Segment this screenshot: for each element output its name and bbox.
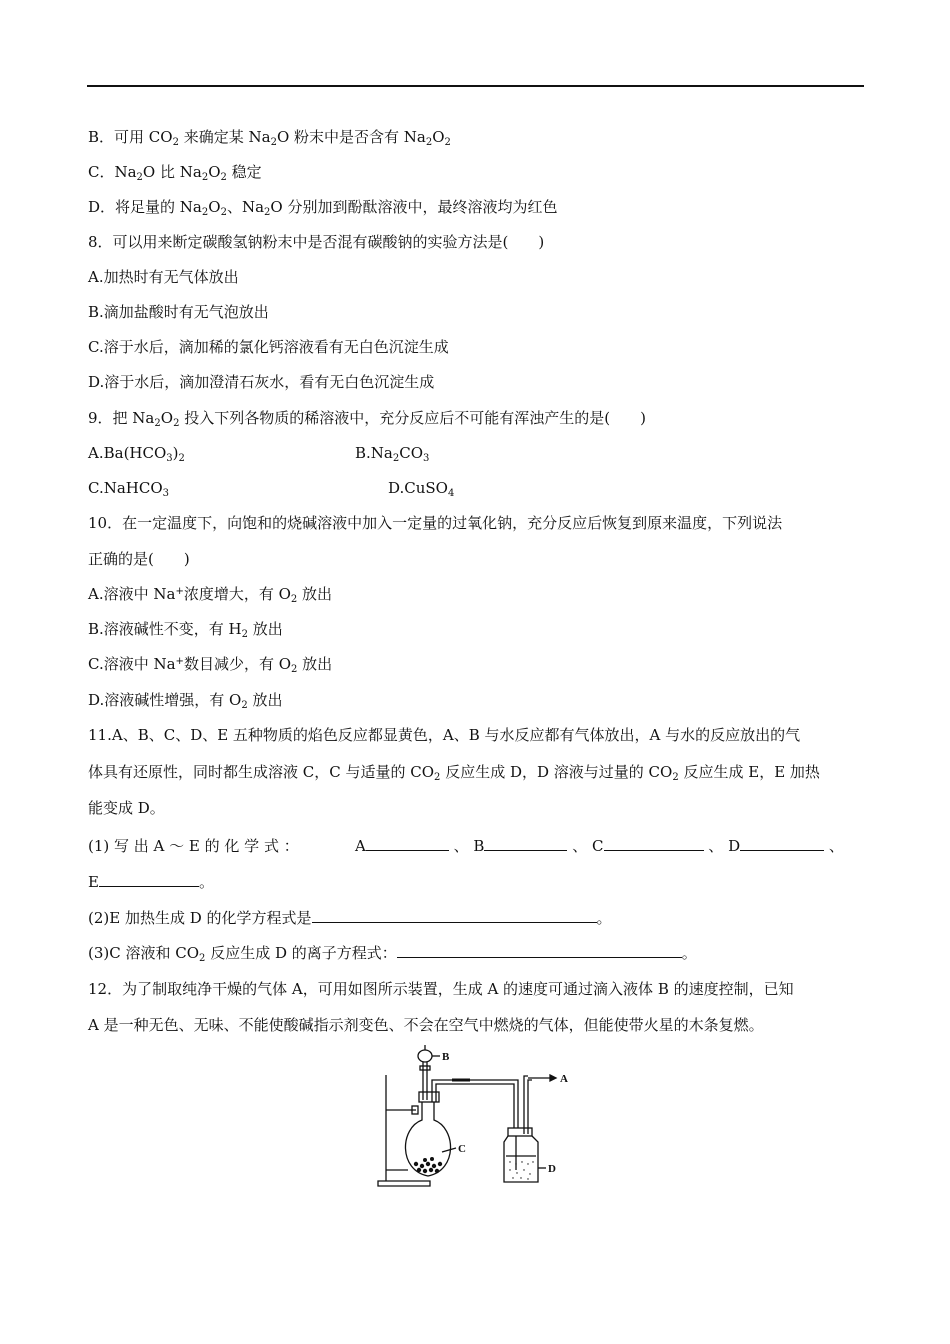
q9-option-b: $B.Na_2CO_3$ xyxy=(355,444,430,464)
answer-blank-e[interactable] xyxy=(99,872,199,887)
header-rule xyxy=(87,85,864,87)
q11-stem-line2: 体具有还原性，同时都生成溶液 C，C 与适量的 $CO_2$ 反应生成 D，D 溶液与过量的 $CO_2$ 反应生成 E，E 加热 xyxy=(88,763,820,783)
q11-part1-blanks: A 、 B 、 C 、 D 、 xyxy=(355,837,844,855)
answer-blank-ionic-equation[interactable] xyxy=(397,943,682,958)
figure-label-d: D xyxy=(548,1163,556,1175)
q9-option-d: D.CuSO$_4$ xyxy=(388,479,455,499)
stand-base xyxy=(378,1181,430,1186)
outlet-arrow-head xyxy=(550,1075,556,1081)
q12-stem-line2: A 是一种无色、无味、不能使酸碱指示剂变色、不会在空气中燃烧的气体，但能使带火星的木条复燃。 xyxy=(88,1016,764,1034)
answer-blank-c[interactable] xyxy=(604,836,704,851)
q8-option-a: A.加热时有无气体放出 xyxy=(88,268,239,286)
q8-option-b: B.滴加盐酸时有无气泡放出 xyxy=(88,303,269,321)
q11-part3: (3)C 溶液和 $CO_2$ 反应生成 D 的离子方程式： 。 xyxy=(88,944,697,964)
q10-stem-line1: 10．在一定温度下，向饱和的烧碱溶液中加入一定量的过氧化钠，充分反应后恢复到原来温度，下列说法 xyxy=(88,514,783,532)
q10-option-b: B.溶液碱性不变，有 $H_2$ 放出 xyxy=(88,620,283,640)
q7-option-c: C．$Na_2O$ 比 $Na_2O_2$ 稳定 xyxy=(88,163,262,183)
answer-blank-a[interactable] xyxy=(366,836,449,851)
q10-option-a: A.溶液中 Na+浓度增大，有 $O_2$ 放出 xyxy=(88,585,333,605)
q11-part2: (2)E 加热生成 D 的化学方程式是 。 xyxy=(88,909,612,927)
q11-part1-lead: (1) 写 出 A ～ E 的 化 学 式 ： xyxy=(88,837,299,855)
q11-stem-line3: 能变成 D。 xyxy=(88,799,165,817)
figure-label-a: A xyxy=(560,1073,568,1085)
answer-blank-d[interactable] xyxy=(740,836,824,851)
q10-stem-line2: 正确的是( ) xyxy=(88,550,190,568)
answer-blank-b[interactable] xyxy=(484,836,567,851)
gas-washing-bottle xyxy=(504,1136,538,1182)
q9-option-a: $A.Ba(HCO_3)_2$ xyxy=(88,444,185,464)
bottle-liquid-dots xyxy=(509,1161,533,1179)
solid-granules xyxy=(414,1157,442,1173)
q8-stem: 8．可以用来断定碳酸氢钠粉末中是否混有碳酸钠的实验方法是( ) xyxy=(88,233,545,251)
delivery-tube xyxy=(432,1080,518,1128)
q11-stem-line1: 11.A、B、C、D、E 五种物质的焰色反应都显黄色，A、B 与水反应都有气体放出，A 与水的反应放出的气 xyxy=(88,726,801,744)
q7-option-b: B．可用 $CO_2$ 来确定某 $Na_2O$ 粉末中是否含有 $Na_2O_2$ xyxy=(88,128,451,148)
q10-option-c: C.溶液中 Na+数目减少，有 $O_2$ 放出 xyxy=(88,655,333,675)
funnel-stopcock xyxy=(420,1066,430,1070)
q8-option-c: C.溶于水后，滴加稀的氯化钙溶液看有无白色沉淀生成 xyxy=(88,338,449,356)
gas-generation-apparatus-figure xyxy=(370,1040,580,1190)
q11-part1-e: E 。 xyxy=(88,873,214,891)
figure-label-c: C xyxy=(458,1143,466,1155)
answer-blank-equation[interactable] xyxy=(312,908,597,923)
figure-label-b: B xyxy=(442,1051,450,1063)
q7-option-d: D．将足量的 $Na_2O_2$、$Na_2O$ 分别加到酚酞溶液中，最终溶液均为红色 xyxy=(88,198,558,218)
q12-stem-line1: 12．为了制取纯净干燥的气体 A，可用如图所示装置，生成 A 的速度可通过滴入液体 B 的速度控制，已知 xyxy=(88,980,794,998)
q10-option-d: D.溶液碱性增强，有 $O_2$ 放出 xyxy=(88,691,283,711)
q9-option-c: C.NaHCO$_3$ xyxy=(88,479,170,499)
separatory-funnel-bulb xyxy=(418,1050,432,1062)
q8-option-d: D.溶于水后，滴加澄清石灰水，看有无白色沉淀生成 xyxy=(88,373,435,391)
q9-stem: 9．把 $Na_2O_2$ 投入下列各物质的稀溶液中，充分反应后不可能有浑浊产生的是( ) xyxy=(88,409,646,429)
